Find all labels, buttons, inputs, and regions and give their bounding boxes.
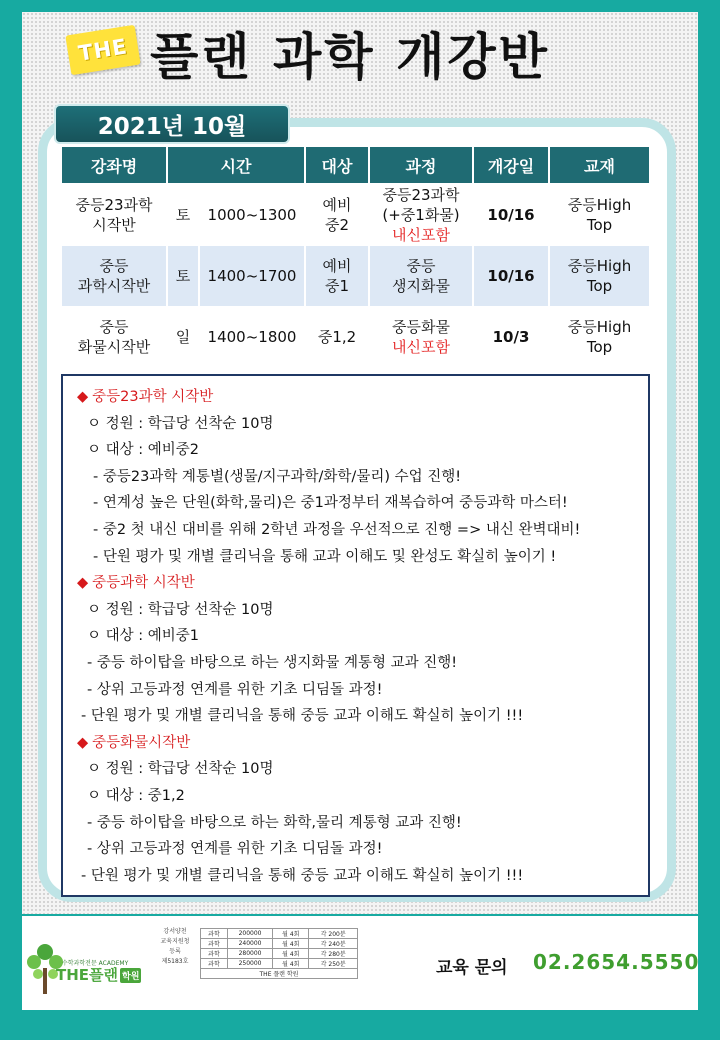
book-cell: 중등High Top [549, 183, 650, 246]
detail-line: ㅇ 정원 : 학급당 선착순 10명 [87, 415, 274, 432]
tuition-table [200, 928, 358, 979]
table-header-row [61, 147, 650, 183]
detail-line: - 연계성 높은 단원(화학,물리)은 중1과정부터 재복습하여 중등과학 마스터! [93, 495, 568, 512]
book-cell: 중등High Top [549, 306, 650, 368]
detail-line: - 단원 평가 및 개별 클리닉을 통해 중등 교과 이해도 확실히 높이기 !!! [81, 708, 524, 725]
logo-tag: 학원 [120, 968, 141, 983]
month-tab: 2021년 10월 [54, 104, 290, 144]
course-cell: 중등화물 내신포함 [369, 306, 473, 368]
detail-line: - 중등23과학 계통별(생물/지구과학/화학/물리) 수업 진행! [93, 468, 462, 485]
logo-subtitle: 수학과학전문 ACADEMY [62, 960, 129, 967]
time-cell: 1400~1800 [199, 306, 305, 368]
day-cell: 일 [167, 306, 199, 368]
col-header-target: 대상 [305, 147, 369, 183]
detail-line: - 상위 고등과정 연계를 위한 기초 디딤돌 과정! [87, 841, 383, 858]
logo-name: THE플랜 학원 [56, 966, 140, 984]
section-heading: ◆ 중등화물시작반 [77, 734, 191, 751]
target-cell: 예비 중2 [305, 183, 369, 246]
page-title: 플랜 과학 개강반 [150, 28, 550, 86]
table-row [61, 306, 650, 368]
table-row: 과학 280000 월 4회 각 280분 [201, 949, 358, 959]
col-header-course: 과정 [369, 147, 473, 183]
detail-line: - 상위 고등과정 연계를 위한 기초 디딤돌 과정! [87, 681, 383, 698]
detail-line: - 단원 평가 및 개별 클리닉을 통해 중등 교과 이해도 확실히 높이기 !!! [81, 867, 524, 884]
table-row: THE 플랜 학원 [201, 969, 358, 979]
day-cell: 토 [167, 183, 199, 246]
schedule-table [60, 147, 651, 368]
table-row: 과학 200000 월 4회 각 200분 [201, 929, 358, 939]
table-row [61, 183, 650, 246]
section-heading: ◆ 중등23과학 시작반 [77, 389, 214, 405]
course-cell: 중등 생지화물 [369, 246, 473, 306]
course-details-box [61, 374, 650, 897]
detail-line: ㅇ 대상 : 예비중2 [87, 442, 199, 459]
table-row: 과학 240000 월 4회 각 240분 [201, 939, 358, 949]
detail-line: - 중등 하이탑을 바탕으로 하는 생지화물 계통형 교과 진행! [87, 654, 458, 671]
detail-line: ㅇ 정원 : 학급당 선착순 10명 [87, 601, 274, 618]
day-cell: 토 [167, 246, 199, 306]
detail-line: - 단원 평가 및 개별 클리닉을 통해 교과 이해도 및 완성도 확실히 높이기 ! [93, 548, 557, 565]
detail-line: ㅇ 정원 : 학급당 선착순 10명 [87, 761, 274, 778]
contact-label: 교육 문의 [436, 958, 508, 978]
target-cell: 예비 중1 [305, 246, 369, 306]
col-header-book: 교재 [549, 147, 650, 183]
diamond-bullet-icon: ◆ [77, 734, 89, 751]
registration-label: 강서양천 교육지원청 등록 제5183호 [160, 928, 190, 965]
contact-phone: 02.2654.5550 [533, 950, 700, 974]
time-cell: 1400~1700 [199, 246, 305, 306]
the-badge: THE [65, 25, 140, 75]
diamond-bullet-icon: ◆ [77, 575, 89, 592]
class-name-cell: 중등 과학시작반 [61, 246, 167, 306]
detail-line: - 중2 첫 내신 대비를 위해 2학년 과정을 우선적으로 진행 => 내신 완벽대비! [93, 521, 581, 538]
detail-line: - 중등 하이탑을 바탕으로 하는 화학,물리 계통형 교과 진행! [87, 814, 462, 831]
col-header-name: 강좌명 [61, 147, 167, 183]
class-name-cell: 중등 화물시작반 [61, 306, 167, 368]
section-heading: ◆ 중등과학 시작반 [77, 575, 195, 592]
table-row [61, 246, 650, 306]
detail-line: ㅇ 대상 : 예비중1 [87, 628, 199, 645]
start-date-cell: 10/16 [473, 246, 549, 306]
table-row: 과학 250000 월 4회 각 250분 [201, 959, 358, 969]
col-header-start: 개강일 [473, 147, 549, 183]
class-name-cell: 중등23과학 시작반 [61, 183, 167, 246]
detail-line: ㅇ 대상 : 중1,2 [87, 787, 185, 804]
start-date-cell: 10/16 [473, 183, 549, 246]
target-cell: 중1,2 [305, 306, 369, 368]
diamond-bullet-icon: ◆ [77, 389, 89, 405]
col-header-time: 시간 [167, 147, 305, 183]
course-cell: 중등23과학 (+중1화물) 내신포함 [369, 183, 473, 246]
book-cell: 중등High Top [549, 246, 650, 306]
time-cell: 1000~1300 [199, 183, 305, 246]
start-date-cell: 10/3 [473, 306, 549, 368]
